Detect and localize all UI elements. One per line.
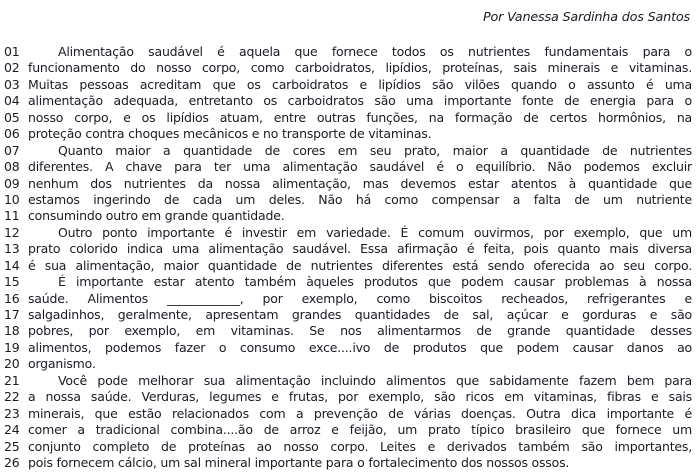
text-line-row <box>0 176 699 192</box>
text-line-row <box>0 307 699 323</box>
line-number: 22 <box>4 389 20 405</box>
line-number: 18 <box>4 323 20 339</box>
line-text: proteção contra choques mecânicos e no transporte de vitaminas. <box>28 126 432 142</box>
line-text: estamos ingerindo de cada um deles. Não há como compensar a falta de um nutriente <box>28 191 692 207</box>
line-number: 25 <box>4 438 20 454</box>
text-line-row <box>0 225 699 241</box>
line-number: 17 <box>4 307 20 322</box>
text-line-row <box>0 110 699 126</box>
line-text: prato colorido indica uma alimentação saudável. Essa afirmação é feita, pois quanto mais diversa <box>28 241 692 257</box>
line-number: 14 <box>4 257 20 273</box>
text-line-row <box>0 44 699 60</box>
line-text: alimentação adequada, entretanto os carboidratos são uma importante fonte de energia para o <box>28 93 692 109</box>
line-text: Muitas pessoas acreditam que os carboidratos e lipídios são vilões quando o assunto é uma <box>28 76 692 92</box>
line-number: 15 <box>4 274 20 290</box>
author-byline: Por Vanessa Sardinha dos Santos <box>483 10 690 25</box>
line-text: diferentes. A chave para ter uma alimentação saudável é o equilíbrio. Não podemos excluir <box>28 159 692 175</box>
line-number: 06 <box>4 126 20 142</box>
line-text: a nossa saúde. Verduras, legumes e frutas, por exemplo, são ricos em vitaminas, fibras e sais <box>28 389 692 405</box>
line-text: É importante estar atento também àqueles produtos que podem causar problemas à nossa <box>58 274 692 290</box>
line-number: 19 <box>4 339 20 355</box>
text-line-row <box>0 291 699 307</box>
line-number: 24 <box>4 422 20 438</box>
text-line-row <box>0 93 699 109</box>
line-number: 26 <box>4 454 20 470</box>
line-text: pobres, por exemplo, em vitaminas. Se nos alimentarmos de grande quantidade desses <box>28 323 692 339</box>
line-number: 12 <box>4 224 20 240</box>
text-line-row <box>0 77 699 93</box>
text-line-row <box>0 340 699 356</box>
line-text: minerais, que estão relacionados com a prevenção de várias doenças. Outra dica importante é <box>28 405 692 421</box>
line-number: 16 <box>4 290 20 306</box>
line-number: 03 <box>4 76 20 92</box>
text-line-row <box>0 192 699 208</box>
line-text: alimentos, podemos fazer o consumo exce....ivo de produtos que podem causar danos ao <box>28 339 692 355</box>
text-line-row <box>0 60 699 76</box>
line-number: 01 <box>4 44 20 59</box>
line-text: é sua alimentação, maior quantidade de nutrientes diferentes está sendo oferecida ao seu corpo. <box>28 257 692 273</box>
text-line-row <box>0 356 699 372</box>
line-text: pois fornecem cálcio, um sal mineral importante para o fortalecimento dos nossos ossos. <box>28 454 570 470</box>
text-line-row <box>0 159 699 175</box>
line-number: 20 <box>4 356 20 372</box>
line-number: 07 <box>4 142 20 158</box>
line-number: 10 <box>4 191 20 207</box>
line-text: funcionamento do nosso corpo, como carboidratos, lipídios, proteínas, sais minerais e vitaminas. <box>28 60 692 76</box>
text-line-row <box>0 143 699 159</box>
line-text: salgadinhos, geralmente, apresentam grandes quantidades de sal, açúcar e gorduras e são <box>28 307 692 322</box>
line-number: 21 <box>4 372 20 388</box>
line-text: Outro ponto importante é investir em variedade. É comum ouvirmos, por exemplo, que um <box>58 224 692 240</box>
line-text: nenhum dos nutrientes da nossa alimentação, mas devemos estar atentos à quantidade que <box>28 175 692 191</box>
line-text: Você pode melhorar sua alimentação incluindo alimentos que sabidamente fazem bem para <box>58 372 692 388</box>
text-line-row <box>0 274 699 290</box>
text-line-row <box>0 241 699 257</box>
text-line-row <box>0 406 699 422</box>
text-line-row <box>0 258 699 274</box>
line-text: saúde. Alimentos ____________, por exemplo, como biscoitos recheados, refrigerantes e <box>28 290 692 306</box>
line-number: 09 <box>4 175 20 191</box>
line-text: organismo. <box>28 356 96 372</box>
line-text: nosso corpo, e os lipídios atuam, entre outras funções, na formação de certos hormônios, na <box>28 109 692 125</box>
text-line-row <box>0 422 699 438</box>
text-line-row <box>0 126 699 142</box>
text-line-row <box>0 439 699 455</box>
text-line-row <box>0 389 699 405</box>
line-text: comer a tradicional combina....ão de arroz e feijão, um prato típico brasileiro que fornece um <box>28 422 692 438</box>
line-number: 23 <box>4 405 20 421</box>
text-line-row <box>0 373 699 389</box>
line-text: consumindo outro em grande quantidade. <box>28 208 285 224</box>
text-line-row <box>0 323 699 339</box>
line-number: 02 <box>4 60 20 76</box>
line-text: Quanto maior a quantidade de cores em seu prato, maior a quantidade de nutrientes <box>58 142 692 158</box>
line-text: Alimentação saudável é aquela que fornece todos os nutrientes fundamentais para o <box>58 44 692 59</box>
line-number: 08 <box>4 159 20 175</box>
line-number: 04 <box>4 93 20 109</box>
line-text: conjunto completo de proteínas ao nosso corpo. Leites e derivados também são importantes, <box>28 438 692 454</box>
line-number: 05 <box>4 109 20 125</box>
text-line-row <box>0 455 699 471</box>
text-line-row <box>0 208 699 224</box>
line-number: 11 <box>4 208 20 224</box>
text-lines <box>0 44 699 471</box>
line-number: 13 <box>4 241 20 257</box>
